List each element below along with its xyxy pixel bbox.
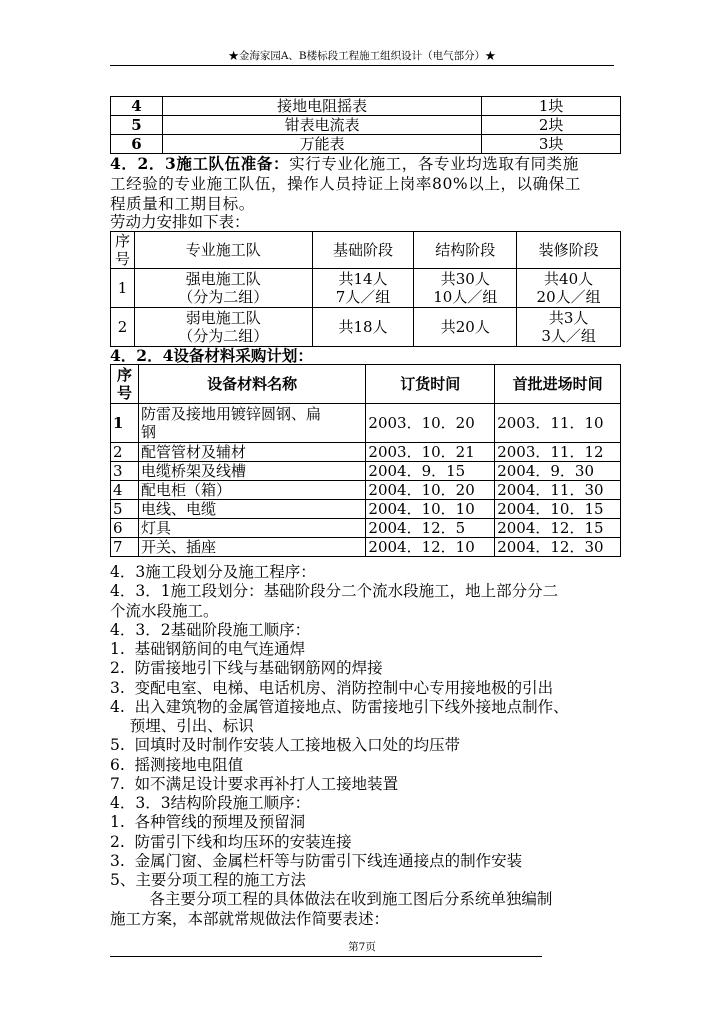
cell-no: 3 xyxy=(111,462,139,481)
body-line: 4．3施工段划分及施工程序： xyxy=(110,563,316,581)
cell-arrive: 2004．9．30 xyxy=(495,462,621,481)
team-text: 实行专业化施工，各专业均选取有同类施 xyxy=(289,155,579,173)
cell-base: 共18人 xyxy=(312,308,414,347)
cell-no: 5 xyxy=(111,116,163,135)
cell-arrive: 2004．11．30 xyxy=(495,481,621,500)
cell-no: 4 xyxy=(111,97,163,116)
body-line: 6. 摇测接地电阻值 xyxy=(110,755,244,774)
cell-qty: 1块 xyxy=(482,97,621,116)
cell-name: 配管管材及辅材 xyxy=(138,443,365,462)
body-line: 4. 出入建筑物的金属管道接地点、防雷接地引下线外接地点制作、 xyxy=(110,697,569,716)
running-header: ★金海家园A、B楼标段工程施工组织设计（电气部分）★ xyxy=(228,50,496,62)
table-row xyxy=(111,538,621,557)
table-row xyxy=(111,443,621,462)
cell-arrive: 2004．10．15 xyxy=(495,500,621,519)
cell-name: 接地电阻摇表 xyxy=(162,97,481,116)
cell-no: 2 xyxy=(111,443,139,462)
team-heading: 4．2．3施工队伍准备： xyxy=(110,154,290,173)
cell-struct: 共20人 xyxy=(414,308,517,347)
cell-order: 2004．12．10 xyxy=(366,538,495,557)
body-line: 4．3．2基础阶段施工顺序： xyxy=(110,620,311,639)
cell-no: 6 xyxy=(111,519,139,538)
body-line: 2. 防雷引下线和均压环的安装连接 xyxy=(110,832,352,851)
body-line: 个流水段施工。 xyxy=(110,601,219,620)
procure-heading: 4．2．4设备材料采购计划： xyxy=(110,346,313,365)
cell-arrive: 2003．11．12 xyxy=(495,443,621,462)
header-base: 基础阶段 xyxy=(312,232,414,269)
team-paragraph-line-1 xyxy=(110,154,579,174)
cell-order: 2004．10．20 xyxy=(366,481,495,500)
table-header-row xyxy=(111,232,621,269)
cell-name: 开关、插座 xyxy=(138,538,365,557)
header-no: 序 号 xyxy=(111,232,135,269)
table-row xyxy=(111,404,621,443)
cell-finish: 共40人 20人／组 xyxy=(517,269,621,308)
cell-base: 共14人 7人／组 xyxy=(312,269,414,308)
cell-no: 7 xyxy=(111,538,139,557)
body-line: 4．3．1施工段划分：基础阶段分二个流水段施工，地上部分分二 xyxy=(110,582,559,601)
cell-name: 灯具 xyxy=(138,519,365,538)
header-order: 订货时间 xyxy=(366,365,495,404)
body-line: 3. 变配电室、电梯、电话机房、消防控制中心专用接地极的引出 xyxy=(110,678,554,697)
table-row xyxy=(111,462,621,481)
cell-no: 1 xyxy=(111,269,135,308)
page-number: 第7页 xyxy=(348,941,376,953)
cell-no: 4 xyxy=(111,481,139,500)
procure-table xyxy=(110,364,621,557)
table-row xyxy=(111,481,621,500)
cell-arrive: 2004．12．15 xyxy=(495,519,621,538)
body-line: 各主要分项工程的具体做法在收到施工图后分系统单独编制 xyxy=(110,890,553,909)
team-paragraph-line-2: 工经验的专业施工队伍，操作人员持证上岗率80%以上，以确保工 xyxy=(110,175,581,193)
body-line: 3. 金属门窗、金属栏杆等与防雷引下线连通接点的制作安装 xyxy=(110,851,523,870)
cell-no: 5 xyxy=(111,500,139,519)
body-line: 2. 防雷接地引下线与基础钢筋网的焊接 xyxy=(110,659,383,678)
header-no: 序 号 xyxy=(111,365,139,404)
cell-order: 2003．10．20 xyxy=(366,404,495,443)
header-struct: 结构阶段 xyxy=(414,232,517,269)
body-line: 预埋、引出、标识 xyxy=(110,717,254,735)
cell-name: 钳表电流表 xyxy=(162,116,481,135)
table-row xyxy=(111,116,621,135)
table-row xyxy=(111,500,621,519)
cell-name: 防雷及接地用镀锌圆钢、扁 钢 xyxy=(138,404,365,443)
cell-no: 1 xyxy=(111,404,139,443)
header-rule xyxy=(110,65,614,66)
footer-rule xyxy=(110,956,542,957)
header-arrive: 首批进场时间 xyxy=(495,365,621,404)
body-line: 5、主要分项工程的施工方法 xyxy=(110,871,306,889)
body-line: 1. 各种管线的预埋及预留洞 xyxy=(110,813,306,832)
cell-order: 2004．12．5 xyxy=(366,519,495,538)
labor-table xyxy=(110,231,621,347)
body-line: 1. 基础钢筋间的电气连通焊 xyxy=(110,640,306,658)
table-row xyxy=(111,519,621,538)
cell-no: 6 xyxy=(111,135,163,154)
cell-name: 配电柜（箱） xyxy=(138,481,365,500)
cell-arrive: 2003．11．10 xyxy=(495,404,621,443)
body-line: 5. 回填时及时制作安装人工接地极入口处的均压带 xyxy=(110,736,461,755)
header-team: 专业施工队 xyxy=(134,232,312,269)
table-header-row xyxy=(111,365,621,404)
tools-table xyxy=(110,96,621,154)
header-name: 设备材料名称 xyxy=(138,365,365,404)
cell-arrive: 2004．12．30 xyxy=(495,538,621,557)
header-finish: 装修阶段 xyxy=(517,232,621,269)
cell-name: 万能表 xyxy=(162,135,481,154)
cell-order: 2003．10．21 xyxy=(366,443,495,462)
table-row xyxy=(111,269,621,308)
cell-order: 2004．9．15 xyxy=(366,462,495,481)
cell-name: 电缆桥架及线槽 xyxy=(138,462,365,481)
cell-no: 2 xyxy=(111,308,135,347)
team-paragraph-line-3: 程质量和工期目标。 xyxy=(110,195,255,213)
cell-order: 2004．10．10 xyxy=(366,500,495,519)
cell-name: 电线、电缆 xyxy=(138,500,365,519)
table-row xyxy=(111,308,621,347)
cell-team: 强电施工队 （分为二组） xyxy=(134,269,312,308)
cell-struct: 共30人 10人／组 xyxy=(414,269,517,308)
cell-team: 弱电施工队 （分为二组） xyxy=(134,308,312,347)
table-row xyxy=(111,97,621,116)
table-row xyxy=(111,135,621,154)
body-line: 7. 如不满足设计要求再补打人工接地装置 xyxy=(110,774,399,793)
cell-qty: 2块 xyxy=(482,116,621,135)
body-line: 施工方案，本部就常规做法作简要表述： xyxy=(110,909,390,928)
body-line: 4．3．3结构阶段施工顺序： xyxy=(110,794,311,812)
cell-qty: 3块 xyxy=(482,135,621,154)
labor-intro: 劳动力安排如下表： xyxy=(110,213,250,231)
cell-finish: 共3人 3人／组 xyxy=(517,308,621,347)
